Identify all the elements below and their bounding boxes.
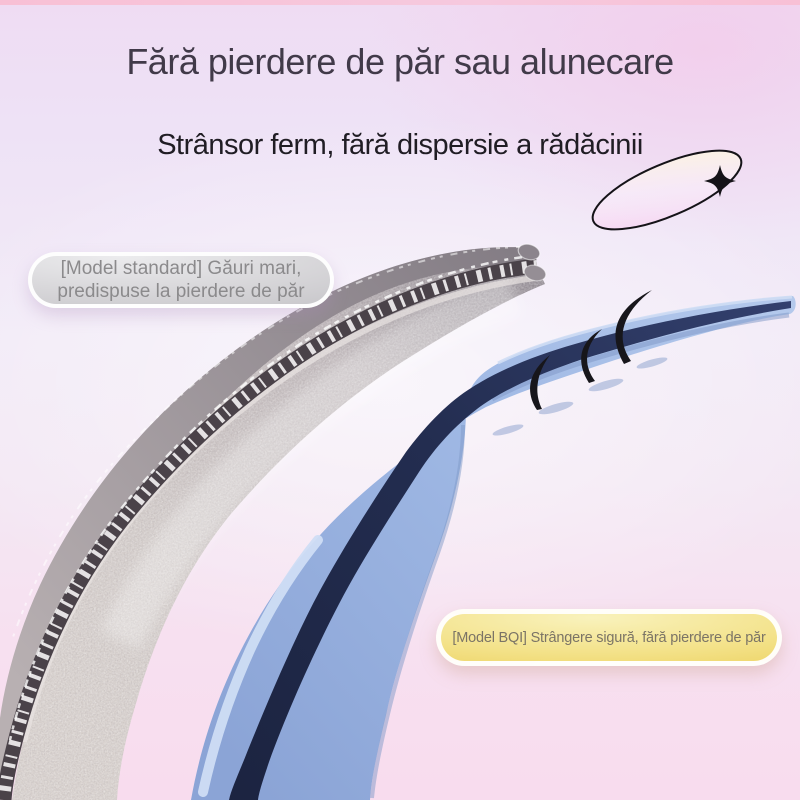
subheadline: Strânsor ferm, fără dispersie a rădăcinii: [157, 129, 643, 161]
callout-standard: [28, 252, 334, 308]
callout-bqi: [436, 609, 782, 666]
callout-standard-line1: [Model standard] Găuri mari,: [60, 258, 302, 279]
shine-ellipse-icon: [583, 135, 751, 245]
shine-decoration: [575, 128, 765, 250]
callout-bqi-text: [Model BQI] Strângere sigură, fără pierdere de păr: [452, 629, 766, 646]
callout-standard-line2: predispuse la pierdere de păr: [57, 281, 305, 302]
headline: Fără pierdere de păr sau alunecare: [126, 41, 674, 82]
